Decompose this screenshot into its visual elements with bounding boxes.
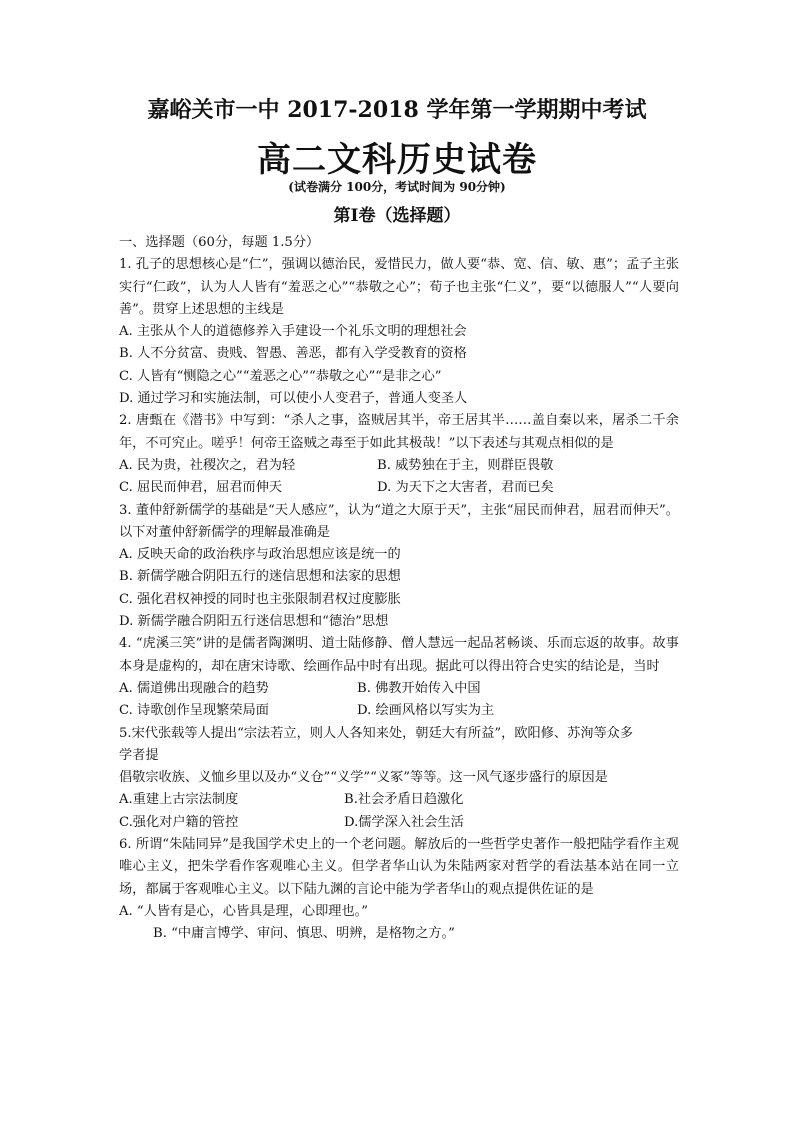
exam-main-title: 高二文科历史试卷 <box>257 140 537 180</box>
part-title: 第Ⅰ卷（选择题） <box>333 206 461 226</box>
question-5-option-b: B.社会矛盾日趋激化 <box>344 792 464 808</box>
question-6-stem: 6. 所谓“朱陆同异”是我国学术史上的一个老问题。解放后的一些哲学史著作一般把陆学看作主观唯心主义，把朱学看作客观唯心主义。但学者华山认为朱陆两家对哲学的看法基本站在同一立场，都属于客观唯心主义。以下陆九渊的言论中能为学者华山的观点提供佐证的是 <box>119 837 679 897</box>
question-5-options-row-2 <box>119 812 679 834</box>
school-title: 嘉峪关市一中 2017-2018 学年第一学期期中考试 <box>147 97 647 123</box>
question-1-option-b: B. 人不分贫富、贵贱、智愚、善恶，都有入学受教育的资格 <box>119 346 467 362</box>
question-2-stem: 2. 唐甄在《潜书》中写到：“杀人之事，盗贼居其半，帝王居其半……盖自秦以来，屠杀二千余年，不可究止。嗟乎！何帝王盗贼之毒至于如此其极哉！”以下表述与其观点相似的是 <box>119 413 679 451</box>
question-3-stem: 3. 董仲舒新儒学的基础是“天人感应”，认为“道之大原于天”，主张“屈民而伸君，屈君而伸天”。以下对董仲舒新儒学的理解最准确是 <box>119 502 679 540</box>
question-6-option-a: A. “人皆有是心，心皆具是理，心即理也。” <box>119 903 368 919</box>
question-2-options-row-2 <box>119 477 679 499</box>
question-4-option-a: A. 儒道佛出现融合的趋势 <box>119 680 269 696</box>
exam-note: (试卷满分 100分，考试时间为 90分钟) <box>288 180 506 194</box>
question-5-option-a: A.重建上古宗法制度 <box>119 792 239 808</box>
question-2-option-a: A. 民为贵，社稷次之，君为轻 <box>119 457 296 473</box>
question-5-stem-line-3: 倡敬宗收族、义恤乡里以及办“义仓”“义学”“义冢”等等。这一风气逐步盛行的原因是 <box>119 770 608 786</box>
question-6-option-b: B. “中庸言博学、审问、慎思、明辨，是格物之方。” <box>153 926 455 942</box>
question-3-option-b: B. 新儒学融合阴阳五行的迷信思想和法家的思想 <box>119 569 401 585</box>
question-1-option-d: D. 通过学习和实施法制，可以使小人变君子，普通人变圣人 <box>119 391 468 407</box>
question-5-stem-line-2: 学者提 <box>119 747 159 763</box>
question-1-option-a: A. 主张从个人的道德修养入手建设一个礼乐文明的理想社会 <box>119 324 467 340</box>
question-4-option-b: B. 佛教开始传入中国 <box>357 680 481 696</box>
question-4-options-row-2 <box>119 700 679 722</box>
question-3-option-c: C. 强化君权神授的同时也主张限制君权过度膨胀 <box>119 591 401 607</box>
question-3-option-d: D. 新儒学融合阴阳五行迷信思想和“德治”思想 <box>119 614 389 630</box>
question-2-option-d: D. 为天下之大害者，君而已矣 <box>377 480 554 496</box>
question-5-options-row-1 <box>119 789 679 811</box>
question-5-option-d: D.儒学深入社会生活 <box>344 814 464 830</box>
question-1-stem: 1. 孔子的思想核心是“仁”，强调以德治民，爱惜民力，做人要“恭、宽、信、敏、惠”；孟子主张实行“仁政”，认为人人皆有“羞恶之心”“恭敬之心”；荀子也主张“仁义”，要“以德服人”“人要向善”。贯穿上述思想的主线是 <box>119 257 679 317</box>
question-4-option-c: C. 诗歌创作呈现繁荣局面 <box>119 703 269 719</box>
question-2-option-c: C. 屈民而伸君，屈君而伸天 <box>119 480 283 496</box>
question-1-option-c: C. 人皆有“恻隐之心”“羞恶之心”“恭敬之心”“是非之心” <box>119 368 442 384</box>
question-5-stem-line-1: 5.宋代张载等人提出“宗法若立，则人人各知来处，朝廷大有所益”，欧阳修、苏洵等众多 <box>119 725 633 741</box>
question-4-options-row-1 <box>119 678 679 700</box>
question-2-option-b: B. 威势独在于主，则群臣畏敬 <box>377 457 554 473</box>
question-4-stem: 4. “虎溪三笑”讲的是儒者陶渊明、道士陆修静、僧人慧远一起品茗畅谈、乐而忘返的故事。故事本身是虚构的，却在唐宋诗歌、绘画作品中时有出现。据此可以得出符合史实的结论是，当时 <box>119 636 679 674</box>
question-5-option-c: C.强化对户籍的管控 <box>119 814 239 830</box>
exam-body <box>119 232 679 946</box>
question-3-option-a: A. 反映天命的政治秩序与政治思想应该是统一的 <box>119 547 401 563</box>
section-title: 一、选择题（60分，每题 1.5分） <box>119 235 320 250</box>
question-4-option-d: D. 绘画风格以写实为主 <box>357 703 495 719</box>
question-2-options-row-1 <box>119 455 679 477</box>
